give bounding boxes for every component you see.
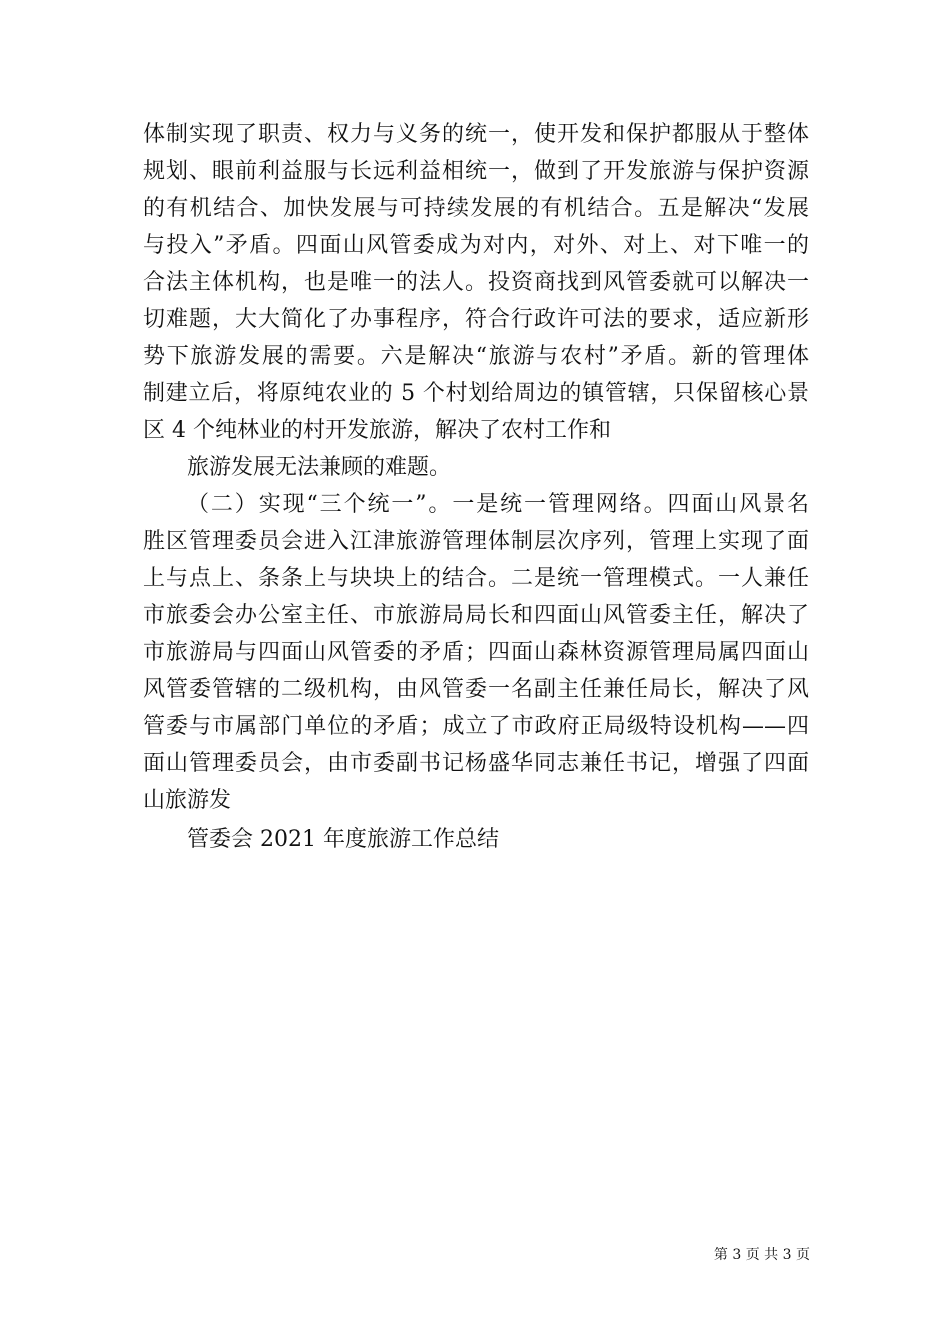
text-line: 上与点上、条条上与块块上的结合。二是统一管理模式。一人兼任	[143, 566, 809, 591]
text-line: 区 4 个纯林业的村开发旅游，解决了农村工作和	[143, 418, 611, 443]
text-line: 胜区管理委员会进入江津旅游管理体制层次序列，管理上实现了面	[143, 529, 809, 554]
text-line: 山旅游发	[143, 788, 232, 813]
text-line: 市旅游局与四面山风管委的矛盾；四面山森林资源管理局属四面山	[143, 640, 809, 665]
text-line: 合法主体机构，也是唯一的法人。投资商找到风管委就可以解决一	[143, 270, 809, 295]
text-line: 体制实现了职责、权力与义务的统一，使开发和保护都服从于整体	[143, 122, 809, 147]
text-line: 风管委管辖的二级机构，由风管委一名副主任兼任局长，解决了风	[143, 677, 809, 702]
document-title-line: 管委会 2021 年度旅游工作总结	[187, 827, 499, 852]
text-line: 势下旅游发展的需要。六是解决“旅游与农村”矛盾。新的管理体	[143, 344, 809, 369]
text-line: 与投入”矛盾。四面山风管委成为对内，对外、对上、对下唯一的	[143, 233, 809, 258]
text-line: 面山管理委员会，由市委副书记杨盛华同志兼任书记，增强了四面	[143, 751, 809, 776]
text-line: 切难题，大大简化了办事程序，符合行政许可法的要求，适应新形	[143, 307, 809, 332]
text-line: 规划、眼前利益服与长远利益相统一，做到了开发旅游与保护资源	[143, 159, 809, 184]
text-line: （二）实现“三个统一”。一是统一管理网络。四面山风景名	[187, 492, 809, 517]
text-line: 制建立后，将原纯农业的 5 个村划给周边的镇管辖，只保留核心景	[143, 381, 809, 406]
text-line: 的有机结合、加快发展与可持续发展的有机结合。五是解决“发展	[143, 196, 809, 221]
text-line: 市旅委会办公室主任、市旅游局局长和四面山风管委主任，解决了	[143, 603, 809, 628]
page-number: 第 3 页 共 3 页	[713, 1247, 810, 1263]
text-line: 旅游发展无法兼顾的难题。	[187, 455, 452, 480]
body-text	[143, 116, 809, 858]
text-line: 管委与市属部门单位的矛盾；成立了市政府正局级特设机构——四	[143, 714, 809, 739]
